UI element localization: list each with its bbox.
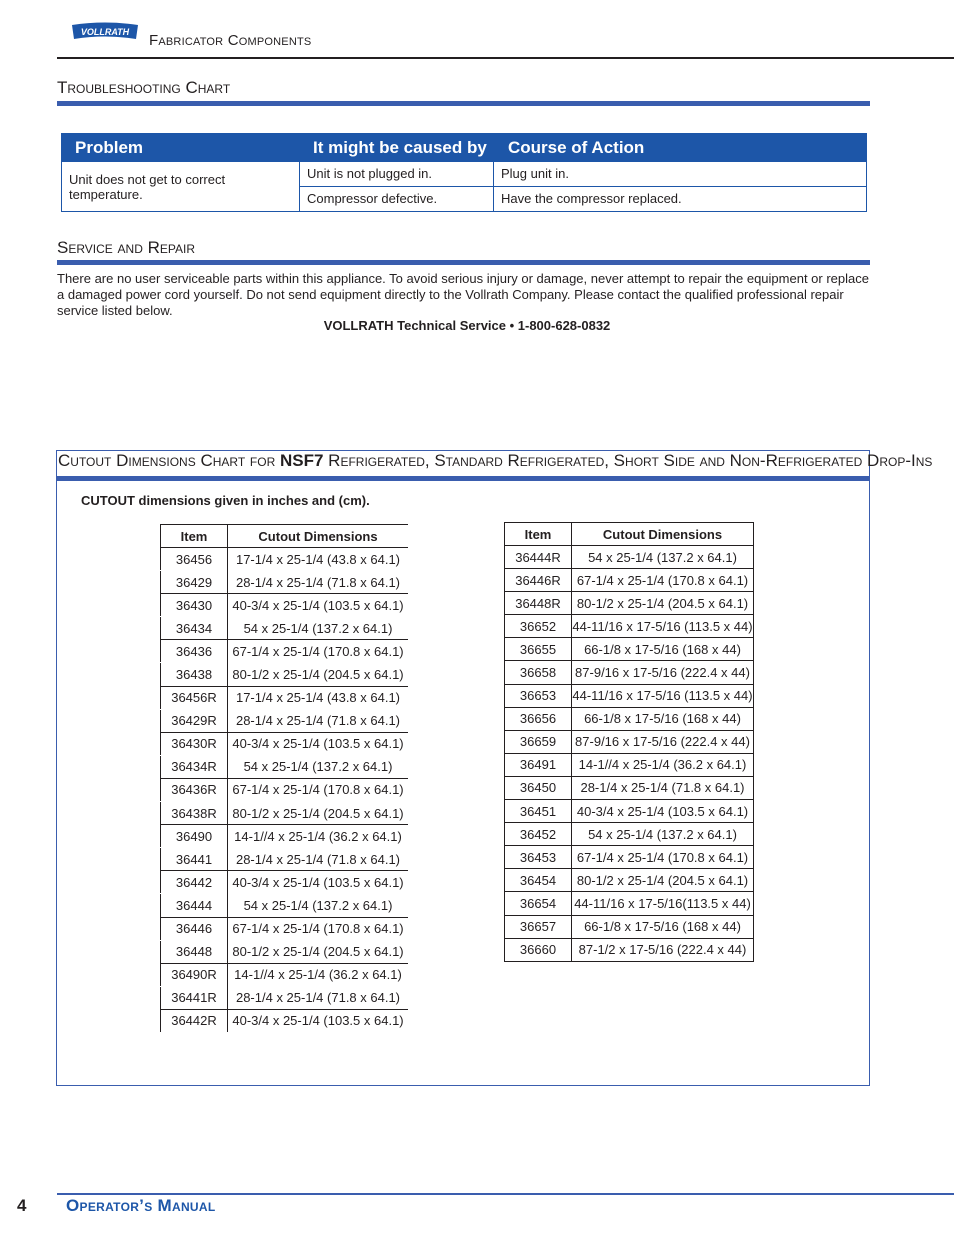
table-row <box>505 776 754 799</box>
dimensions-cell: 66-1/8 x 17-5/16 (168 x 44) <box>572 915 754 938</box>
dimensions-cell: 67-1/4 x 25-1/4 (170.8 x 64.1) <box>228 917 409 940</box>
dimensions-cell: 14-1//4 x 25-1/4 (36.2 x 64.1) <box>572 753 754 776</box>
dimensions-cell: 66-1/8 x 17-5/16 (168 x 44) <box>572 638 754 661</box>
dimensions-cell: 54 x 25-1/4 (137.2 x 64.1) <box>572 546 754 569</box>
table-row <box>505 730 754 753</box>
table-row <box>505 569 754 592</box>
dimensions-cell: 14-1//4 x 25-1/4 (36.2 x 64.1) <box>228 963 409 986</box>
dimensions-cell: 80-1/2 x 25-1/4 (204.5 x 64.1) <box>228 663 409 686</box>
column-header-cause: It might be caused by <box>313 138 487 157</box>
cause-cell: Unit is not plugged in. <box>300 162 494 186</box>
dimensions-cell: 67-1/4 x 25-1/4 (170.8 x 64.1) <box>572 846 754 869</box>
cutout-title-bold: NSF7 <box>279 451 324 470</box>
column-header-dimensions: Cutout Dimensions <box>602 526 723 542</box>
item-cell: 36438 <box>161 663 228 686</box>
item-cell: 36429 <box>161 571 228 594</box>
cutout-rule <box>56 476 870 481</box>
table-row <box>300 187 866 211</box>
item-cell: 36655 <box>505 638 572 661</box>
table-row <box>161 871 409 894</box>
dimensions-cell: 67-1/4 x 25-1/4 (170.8 x 64.1) <box>228 778 409 801</box>
header-divider <box>57 57 954 59</box>
item-cell: 36654 <box>505 892 572 915</box>
dimensions-cell: 40-3/4 x 25-1/4 (103.5 x 64.1) <box>228 594 409 617</box>
dimensions-cell: 28-1/4 x 25-1/4 (71.8 x 64.1) <box>228 986 409 1009</box>
dimensions-cell: 67-1/4 x 25-1/4 (170.8 x 64.1) <box>572 569 754 592</box>
dimensions-cell: 87-9/16 x 17-5/16 (222.4 x 44) <box>572 730 754 753</box>
table-row <box>161 594 409 617</box>
item-cell: 36446R <box>505 569 572 592</box>
item-cell: 36442R <box>161 1009 228 1032</box>
table-row <box>161 755 409 778</box>
item-cell: 36456 <box>161 548 228 571</box>
cause-cell: Compressor defective. <box>300 187 494 211</box>
table-row <box>505 800 754 823</box>
item-cell: 36446 <box>161 917 228 940</box>
header-title: Fabricator Components <box>149 32 312 49</box>
service-title: Service and Repair <box>57 238 195 257</box>
page-number: 4 <box>17 1196 27 1215</box>
dimensions-cell: 54 x 25-1/4 (137.2 x 64.1) <box>572 823 754 846</box>
table-row <box>505 615 754 638</box>
troubleshooting-header-row <box>62 134 866 162</box>
column-header-item: Item <box>505 523 572 546</box>
troubleshooting-body <box>62 162 866 211</box>
dimensions-cell: 44-11/16 x 17-5/16 (113.5 x 44) <box>572 615 754 638</box>
table-row <box>505 684 754 707</box>
vollrath-logo <box>70 22 140 42</box>
dimensions-cell: 28-1/4 x 25-1/4 (71.8 x 64.1) <box>228 709 409 732</box>
item-cell: 36491 <box>505 753 572 776</box>
item-cell: 36441R <box>161 986 228 1009</box>
item-cell: 36454 <box>505 869 572 892</box>
table-row <box>505 661 754 684</box>
item-cell: 36430 <box>161 594 228 617</box>
table-row <box>161 617 409 640</box>
table-row <box>161 940 409 963</box>
item-cell: 36429R <box>161 709 228 732</box>
problem-cell: Unit does not get to correct temperature. <box>69 171 226 202</box>
item-cell: 36448R <box>505 592 572 615</box>
item-cell: 36490R <box>161 963 228 986</box>
dimensions-cell: 66-1/8 x 17-5/16 (168 x 44) <box>572 707 754 730</box>
item-cell: 36653 <box>505 684 572 707</box>
table-row <box>161 640 409 663</box>
table-row <box>161 778 409 801</box>
item-cell: 36438R <box>161 802 228 825</box>
table-row <box>161 1009 409 1032</box>
dimensions-cell: 87-9/16 x 17-5/16 (222.4 x 44) <box>572 661 754 684</box>
dimensions-cell: 44-11/16 x 17-5/16 (113.5 x 44) <box>572 684 754 707</box>
item-cell: 36490 <box>161 825 228 848</box>
item-cell: 36660 <box>505 938 572 961</box>
table-row <box>505 869 754 892</box>
table-row <box>161 848 409 871</box>
item-cell: 36652 <box>505 615 572 638</box>
column-header-item: Item <box>161 525 228 548</box>
service-body: There are no user serviceable parts within this appliance. To avoid serious injury or damage, never attempt to repair the equipment or replace a damaged power cord yourself. Do not send equipment directly to the Vollrath Company. Please contact the qualified professional repair service listed below. <box>57 271 869 318</box>
table-row <box>161 548 409 571</box>
item-cell: 36450 <box>505 776 572 799</box>
item-cell: 36430R <box>161 732 228 755</box>
cutout-table-right <box>504 522 754 962</box>
table-row <box>505 638 754 661</box>
troubleshooting-table <box>61 133 867 212</box>
dimensions-cell: 80-1/2 x 25-1/4 (204.5 x 64.1) <box>228 802 409 825</box>
item-cell: 36452 <box>505 823 572 846</box>
dimensions-cell: 28-1/4 x 25-1/4 (71.8 x 64.1) <box>228 848 409 871</box>
service-contact: VOLLRATH Technical Service • 1-800-628-0832 <box>323 318 611 333</box>
table-header-row <box>505 523 754 546</box>
table-row <box>161 802 409 825</box>
dimensions-cell: 54 x 25-1/4 (137.2 x 64.1) <box>228 894 409 917</box>
table-row <box>161 825 409 848</box>
table-row <box>161 686 409 709</box>
table-row <box>505 892 754 915</box>
dimensions-cell: 40-3/4 x 25-1/4 (103.5 x 64.1) <box>228 871 409 894</box>
item-cell: 36456R <box>161 686 228 709</box>
cutout-title-part2: Refrigerated, Standard Refrigerated, Short Side and Non-Refrigerated Drop-Ins <box>323 451 933 470</box>
item-cell: 36659 <box>505 730 572 753</box>
action-cell: Plug unit in. <box>501 166 569 181</box>
item-cell: 36444R <box>505 546 572 569</box>
dimensions-cell: 14-1//4 x 25-1/4 (36.2 x 64.1) <box>228 825 409 848</box>
table-row <box>505 707 754 730</box>
item-cell: 36436 <box>161 640 228 663</box>
table-row <box>161 894 409 917</box>
dimensions-cell: 17-1/4 x 25-1/4 (43.8 x 64.1) <box>228 686 409 709</box>
action-cell: Have the compressor replaced. <box>501 191 682 206</box>
footer-divider <box>57 1193 954 1195</box>
footer-title: Operator’s Manual <box>66 1196 216 1215</box>
item-cell: 36451 <box>505 800 572 823</box>
logo-text: VOLLRATH <box>80 27 130 37</box>
dimensions-cell: 80-1/2 x 25-1/4 (204.5 x 64.1) <box>572 592 754 615</box>
table-row <box>505 915 754 938</box>
table-row <box>161 732 409 755</box>
table-row <box>505 592 754 615</box>
cutout-title <box>58 451 932 471</box>
item-cell: 36448 <box>161 940 228 963</box>
dimensions-cell: 80-1/2 x 25-1/4 (204.5 x 64.1) <box>572 869 754 892</box>
dimensions-cell: 67-1/4 x 25-1/4 (170.8 x 64.1) <box>228 640 409 663</box>
item-cell: 36441 <box>161 848 228 871</box>
dimensions-cell: 80-1/2 x 25-1/4 (204.5 x 64.1) <box>228 940 409 963</box>
dimensions-cell: 40-3/4 x 25-1/4 (103.5 x 64.1) <box>228 1009 409 1032</box>
column-header-problem: Problem <box>75 138 144 157</box>
dimensions-cell: 40-3/4 x 25-1/4 (103.5 x 64.1) <box>572 800 754 823</box>
dimensions-cell: 40-3/4 x 25-1/4 (103.5 x 64.1) <box>228 732 409 755</box>
dimensions-cell: 54 x 25-1/4 (137.2 x 64.1) <box>228 617 409 640</box>
table-row <box>505 846 754 869</box>
cutout-table-left <box>160 524 408 1032</box>
table-row <box>505 938 754 961</box>
item-cell: 36444 <box>161 894 228 917</box>
troubleshooting-title: Troubleshooting Chart <box>57 78 231 97</box>
dimensions-cell: 54 x 25-1/4 (137.2 x 64.1) <box>228 755 409 778</box>
cutout-title-part1: Cutout Dimensions Chart for <box>58 451 280 470</box>
item-cell: 36442 <box>161 871 228 894</box>
dimensions-cell: 17-1/4 x 25-1/4 (43.8 x 64.1) <box>228 548 409 571</box>
table-row <box>161 571 409 594</box>
table-row <box>161 986 409 1009</box>
cutout-note: CUTOUT dimensions given in inches and (cm). <box>81 493 370 508</box>
table-row <box>161 917 409 940</box>
table-row <box>505 823 754 846</box>
service-rule <box>57 260 870 265</box>
table-row <box>161 709 409 732</box>
item-cell: 36434 <box>161 617 228 640</box>
dimensions-cell: 28-1/4 x 25-1/4 (71.8 x 64.1) <box>228 571 409 594</box>
column-header-dimensions: Cutout Dimensions <box>258 528 378 544</box>
table-row <box>505 546 754 569</box>
table-row <box>505 753 754 776</box>
item-cell: 36434R <box>161 755 228 778</box>
item-cell: 36436R <box>161 778 228 801</box>
item-cell: 36657 <box>505 915 572 938</box>
dimensions-cell: 28-1/4 x 25-1/4 (71.8 x 64.1) <box>572 776 754 799</box>
table-row <box>161 663 409 686</box>
dimensions-cell: 44-11/16 x 17-5/16(113.5 x 44) <box>572 892 754 915</box>
item-cell: 36453 <box>505 846 572 869</box>
troubleshooting-rule <box>57 101 870 106</box>
dimensions-cell: 87-1/2 x 17-5/16 (222.4 x 44) <box>572 938 754 961</box>
table-header-row <box>161 525 409 548</box>
table-row <box>300 162 866 187</box>
table-row <box>161 963 409 986</box>
item-cell: 36658 <box>505 661 572 684</box>
column-header-action: Course of Action <box>508 138 645 157</box>
item-cell: 36656 <box>505 707 572 730</box>
